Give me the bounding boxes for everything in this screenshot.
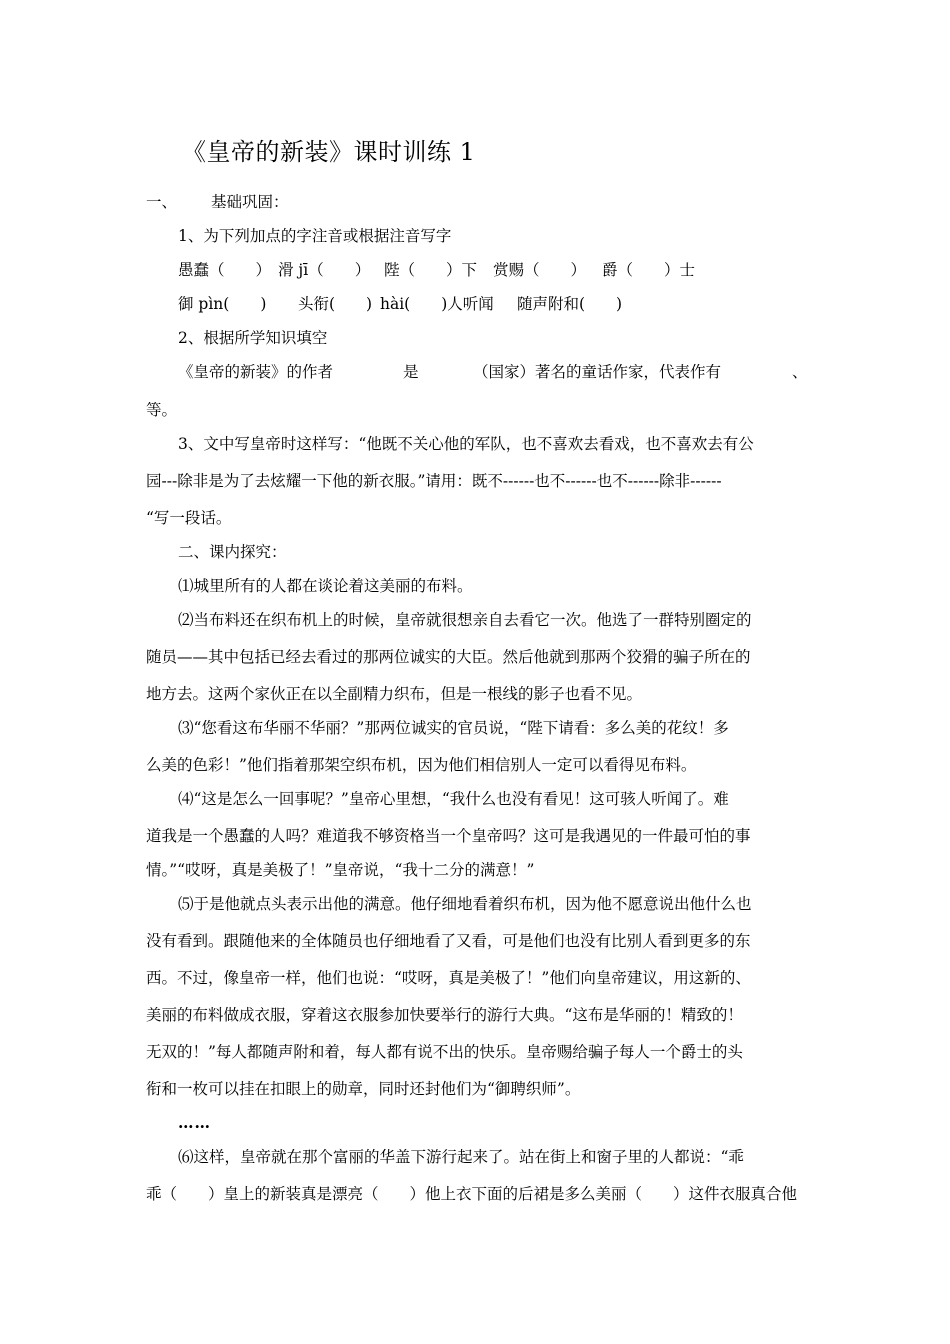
question-2-prompt: 2、根据所学知识填空	[178, 329, 328, 347]
paragraph-5-line: 美丽的布料做成衣服，穿着这衣服参加快要举行的游行大典。“这布是华丽的！精致的！	[146, 1006, 743, 1024]
question-3-line: 园---除非是为了去炫耀一下他的新衣服。”请用：既不------也不------也不------除非------	[146, 472, 722, 490]
paragraph-2-line: 随员——其中包括已经去看过的那两位诚实的大臣。然后他就到那两个狡猾的骗子所在的	[146, 648, 751, 666]
fill-blank-text: 是	[403, 363, 419, 381]
question-1-prompt: 1、为下列加点的字注音或根据注音写字	[178, 227, 452, 245]
pinyin-item: 御 pìn( )	[178, 295, 267, 313]
pinyin-item: 陛（ ）下	[384, 261, 478, 279]
pinyin-item: 随声附和( )	[517, 295, 623, 313]
pinyin-item: 爵（ ）士	[602, 261, 696, 279]
section-1-number: 一、	[146, 193, 178, 211]
paragraph-5-line: 无双的！”每人都随声附和着，每人都有说不出的快乐。皇帝赐给骗子每人一个爵士的头	[146, 1043, 743, 1061]
paragraph-2-line: 地方去。这两个家伙正在以全副精力织布，但是一根线的影子也看不见。	[146, 685, 643, 703]
pinyin-item: 滑 jī（ ）	[278, 261, 371, 279]
pinyin-item: hài( )人听闻	[380, 295, 494, 313]
paragraph-1: ⑴城里所有的人都在谈论着这美丽的布料。	[178, 577, 473, 595]
paragraph-4-line: 情。”“哎呀，真是美极了！”皇帝说，“我十二分的满意！”	[146, 861, 535, 879]
pinyin-item: 愚蠢（ ）	[178, 261, 272, 279]
paragraph-5-line: 没有看到。跟随他来的全体随员也仔细地看了又看，可是他们也没有比别人看到更多的东	[146, 932, 751, 950]
section-1-heading: 基础巩固：	[211, 193, 289, 211]
question-3-line: 3、文中写皇帝时这样写：“他既不关心他的军队，也不喜欢去看戏，也不喜欢去有公	[178, 435, 754, 453]
fill-blank-text: 、	[792, 363, 808, 381]
paragraph-4-line: ⑷“这是怎么一回事呢？”皇帝心里想，“我什么也没有看见！这可骇人听闻了。难	[178, 790, 729, 808]
paragraph-2-line: ⑵当布料还在织布机上的时候，皇帝就很想亲自去看它一次。他选了一群特别圈定的	[178, 611, 752, 629]
paragraph-5-line: ⑸于是他就点头表示出他的满意。他仔细地看着织布机，因为他不愿意说出他什么也	[178, 895, 752, 913]
paragraph-3-line: 么美的色彩！”他们指着那架空织布机，因为他们相信别人一定可以看得见布料。	[146, 756, 697, 774]
paragraph-3-line: ⑶“您看这布华丽不华丽？”那两位诚实的官员说，“陛下请看：多么美的花纹！多	[178, 719, 729, 737]
section-2-heading: 二、课内探究：	[178, 543, 287, 561]
paragraph-6-line: 乖（ ）皇上的新装真是漂亮（ ）他上衣下面的后裙是多么美丽（ ）这件衣服真合他	[146, 1185, 798, 1203]
question-3-line: “写一段话。	[146, 509, 232, 527]
pinyin-item: 头衔( )	[298, 295, 373, 313]
page-title: 《皇帝的新装》课时训练 1	[182, 138, 476, 166]
paragraph-5-line: 衔和一枚可以挂在扣眼上的勋章，同时还封他们为“御聘织师”。	[146, 1080, 581, 1098]
fill-blank-text: （国家）著名的童话作家，代表作有	[473, 363, 722, 381]
paragraph-6-line: ⑹这样，皇帝就在那个富丽的华盖下游行起来了。站在街上和窗子里的人都说：“乖	[178, 1148, 744, 1166]
ellipsis: ……	[178, 1113, 211, 1132]
fill-blank-text: 《皇帝的新装》的作者	[178, 363, 334, 381]
paragraph-4-line: 道我是一个愚蠢的人吗？难道我不够资格当一个皇帝吗？这可是我遇见的一件最可怕的事	[146, 827, 751, 845]
pinyin-item: 赏赐（ ）	[493, 261, 587, 279]
fill-blank-text: 等。	[146, 401, 178, 419]
paragraph-5-line: 西。不过，像皇帝一样，他们也说：“哎呀，真是美极了！”他们向皇帝建议，用这新的、	[146, 969, 751, 987]
